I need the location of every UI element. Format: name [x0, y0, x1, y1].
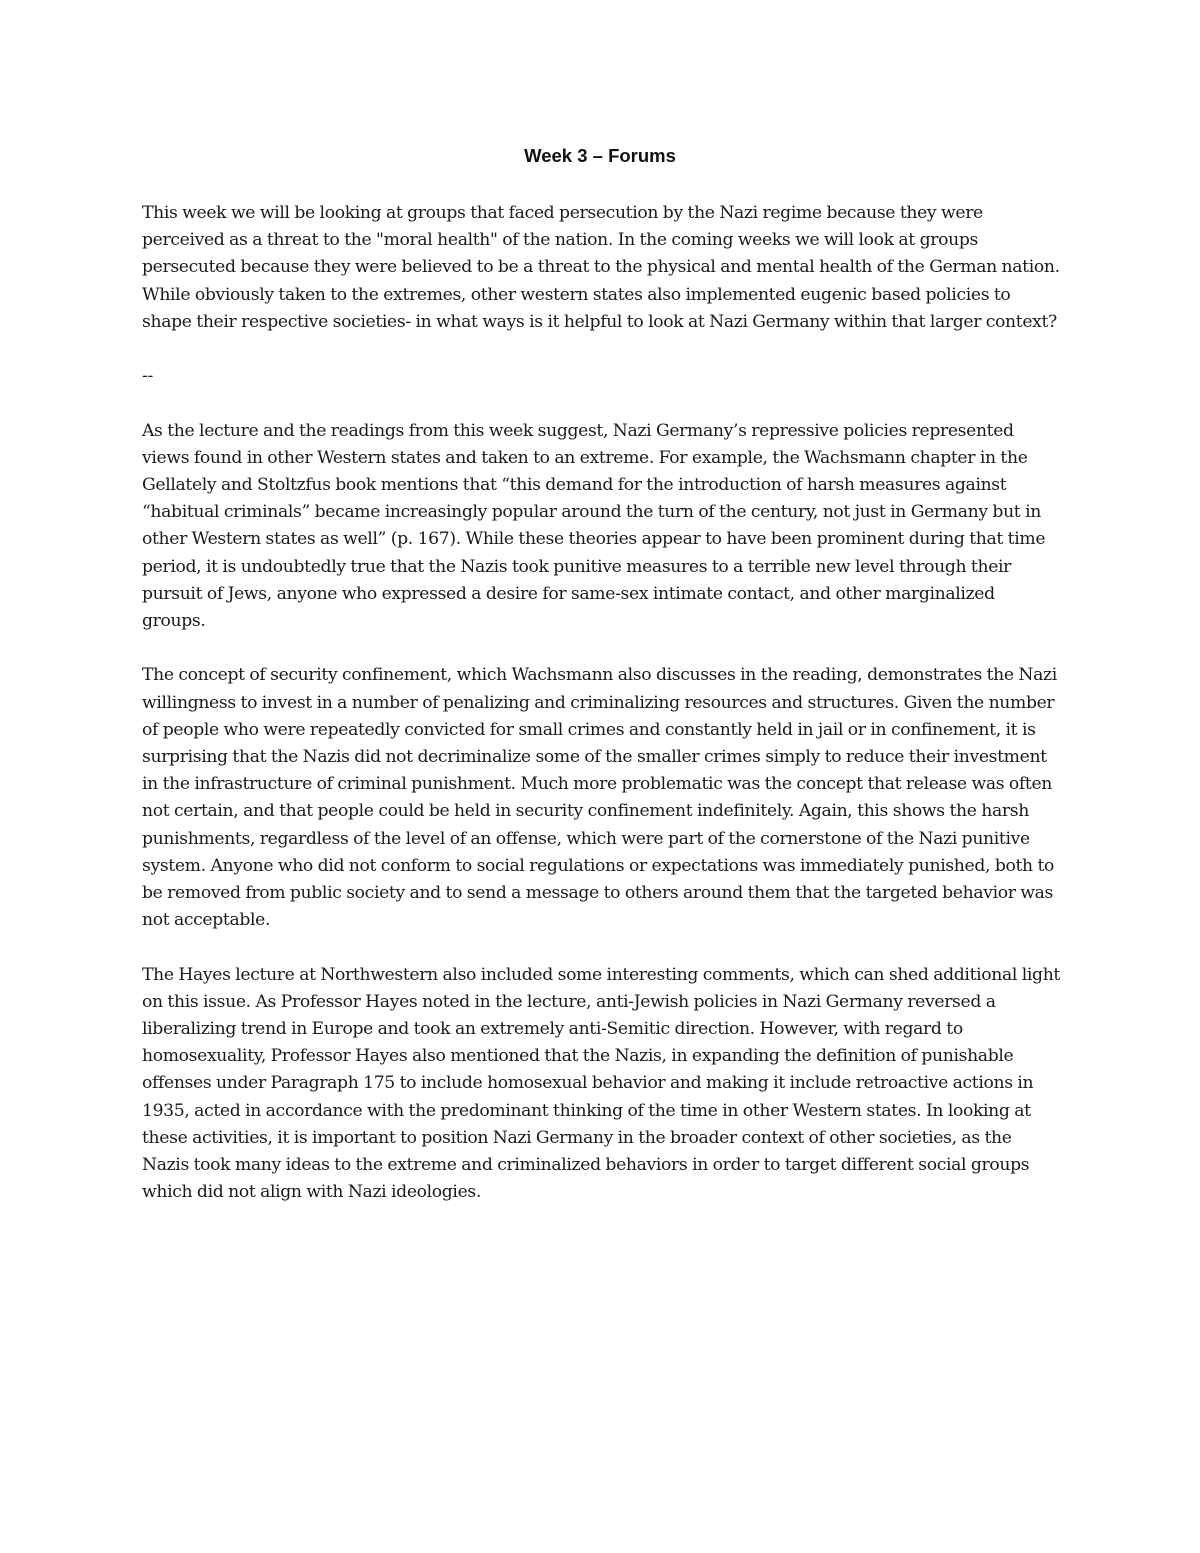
response-paragraph-1: As the lecture and the readings from this week suggest, Nazi Germany’s repressive policies represented views found in other Western states and taken to an extreme. For example, the Wachsmann chapter in the Gellately and Stoltzfus book mentions that “this demand for the introduction of harsh measures against “habitual criminals” became increasingly popular around the turn of the century, not just in Germany but in other Western states as well” (p. 167). While these theories appear to have been prominent during that time period, it is undoubtedly true that the Nazis took punitive measures to a terrible new level through their pursuit of Jews, anyone who expressed a desire for same-sex intimate contact, and other marginalized groups.: [142, 420, 1046, 632]
separator-text: --: [142, 366, 153, 387]
page-title: Week 3 – Forums: [524, 145, 676, 166]
response-paragraph-3: The Hayes lecture at Northwestern also included some interesting comments, which can shed additional light on this issue. As Professor Hayes noted in the lecture, anti-Jewish policies in Nazi Germany reversed a liberalizing trend in Europe and took an extremely anti-Semitic direction. However, with regard to homosexuality, Professor Hayes also mentioned that the Nazis, in expanding the definition of punishable offenses under Paragraph 175 to include homosexual behavior and making it include retroactive actions in 1935, acted in accordance with the predominant thinking of the time in other Western states. In looking at these activities, it is important to position Nazi Germany in the broader context of other societies, as the Nazis took many ideas to the extreme and criminalized behaviors in order to target different social groups which did not align with Nazi ideologies.: [142, 964, 1060, 1203]
document-body: [142, 200, 1062, 1234]
forum-prompt-paragraph: This week we will be looking at groups that faced persecution by the Nazi regime because they were perceived as a threat to the "moral health" of the nation. In the coming weeks we will look at groups persecuted because they were believed to be a threat to the physical and mental health of the German nation. While obviously taken to the extremes, other western states also implemented eugenic based policies to shape their respective societies- in what ways is it helpful to look at Nazi Germany within that larger context?: [142, 203, 1060, 332]
response-paragraph-2: The concept of security confinement, which Wachsmann also discusses in the reading, demonstrates the Nazi willingness to invest in a number of penalizing and criminalizing resources and structures. Given the number of people who were repeatedly convicted for small crimes and constantly held in jail or in confinement, it is surprising that the Nazis did not decriminalize some of the smaller crimes simply to reduce their investment in the infrastructure of criminal punishment. Much more problematic was the concept that release was often not certain, and that people could be held in security confinement indefinitely. Again, this shows the harsh punishments, regardless of the level of an offense, which were part of the cornerstone of the Nazi punitive system. Anyone who did not conform to social regulations or expectations was immediately punished, both to be removed from public society and to send a message to others around them that the targeted behavior was not acceptable.: [142, 665, 1057, 931]
